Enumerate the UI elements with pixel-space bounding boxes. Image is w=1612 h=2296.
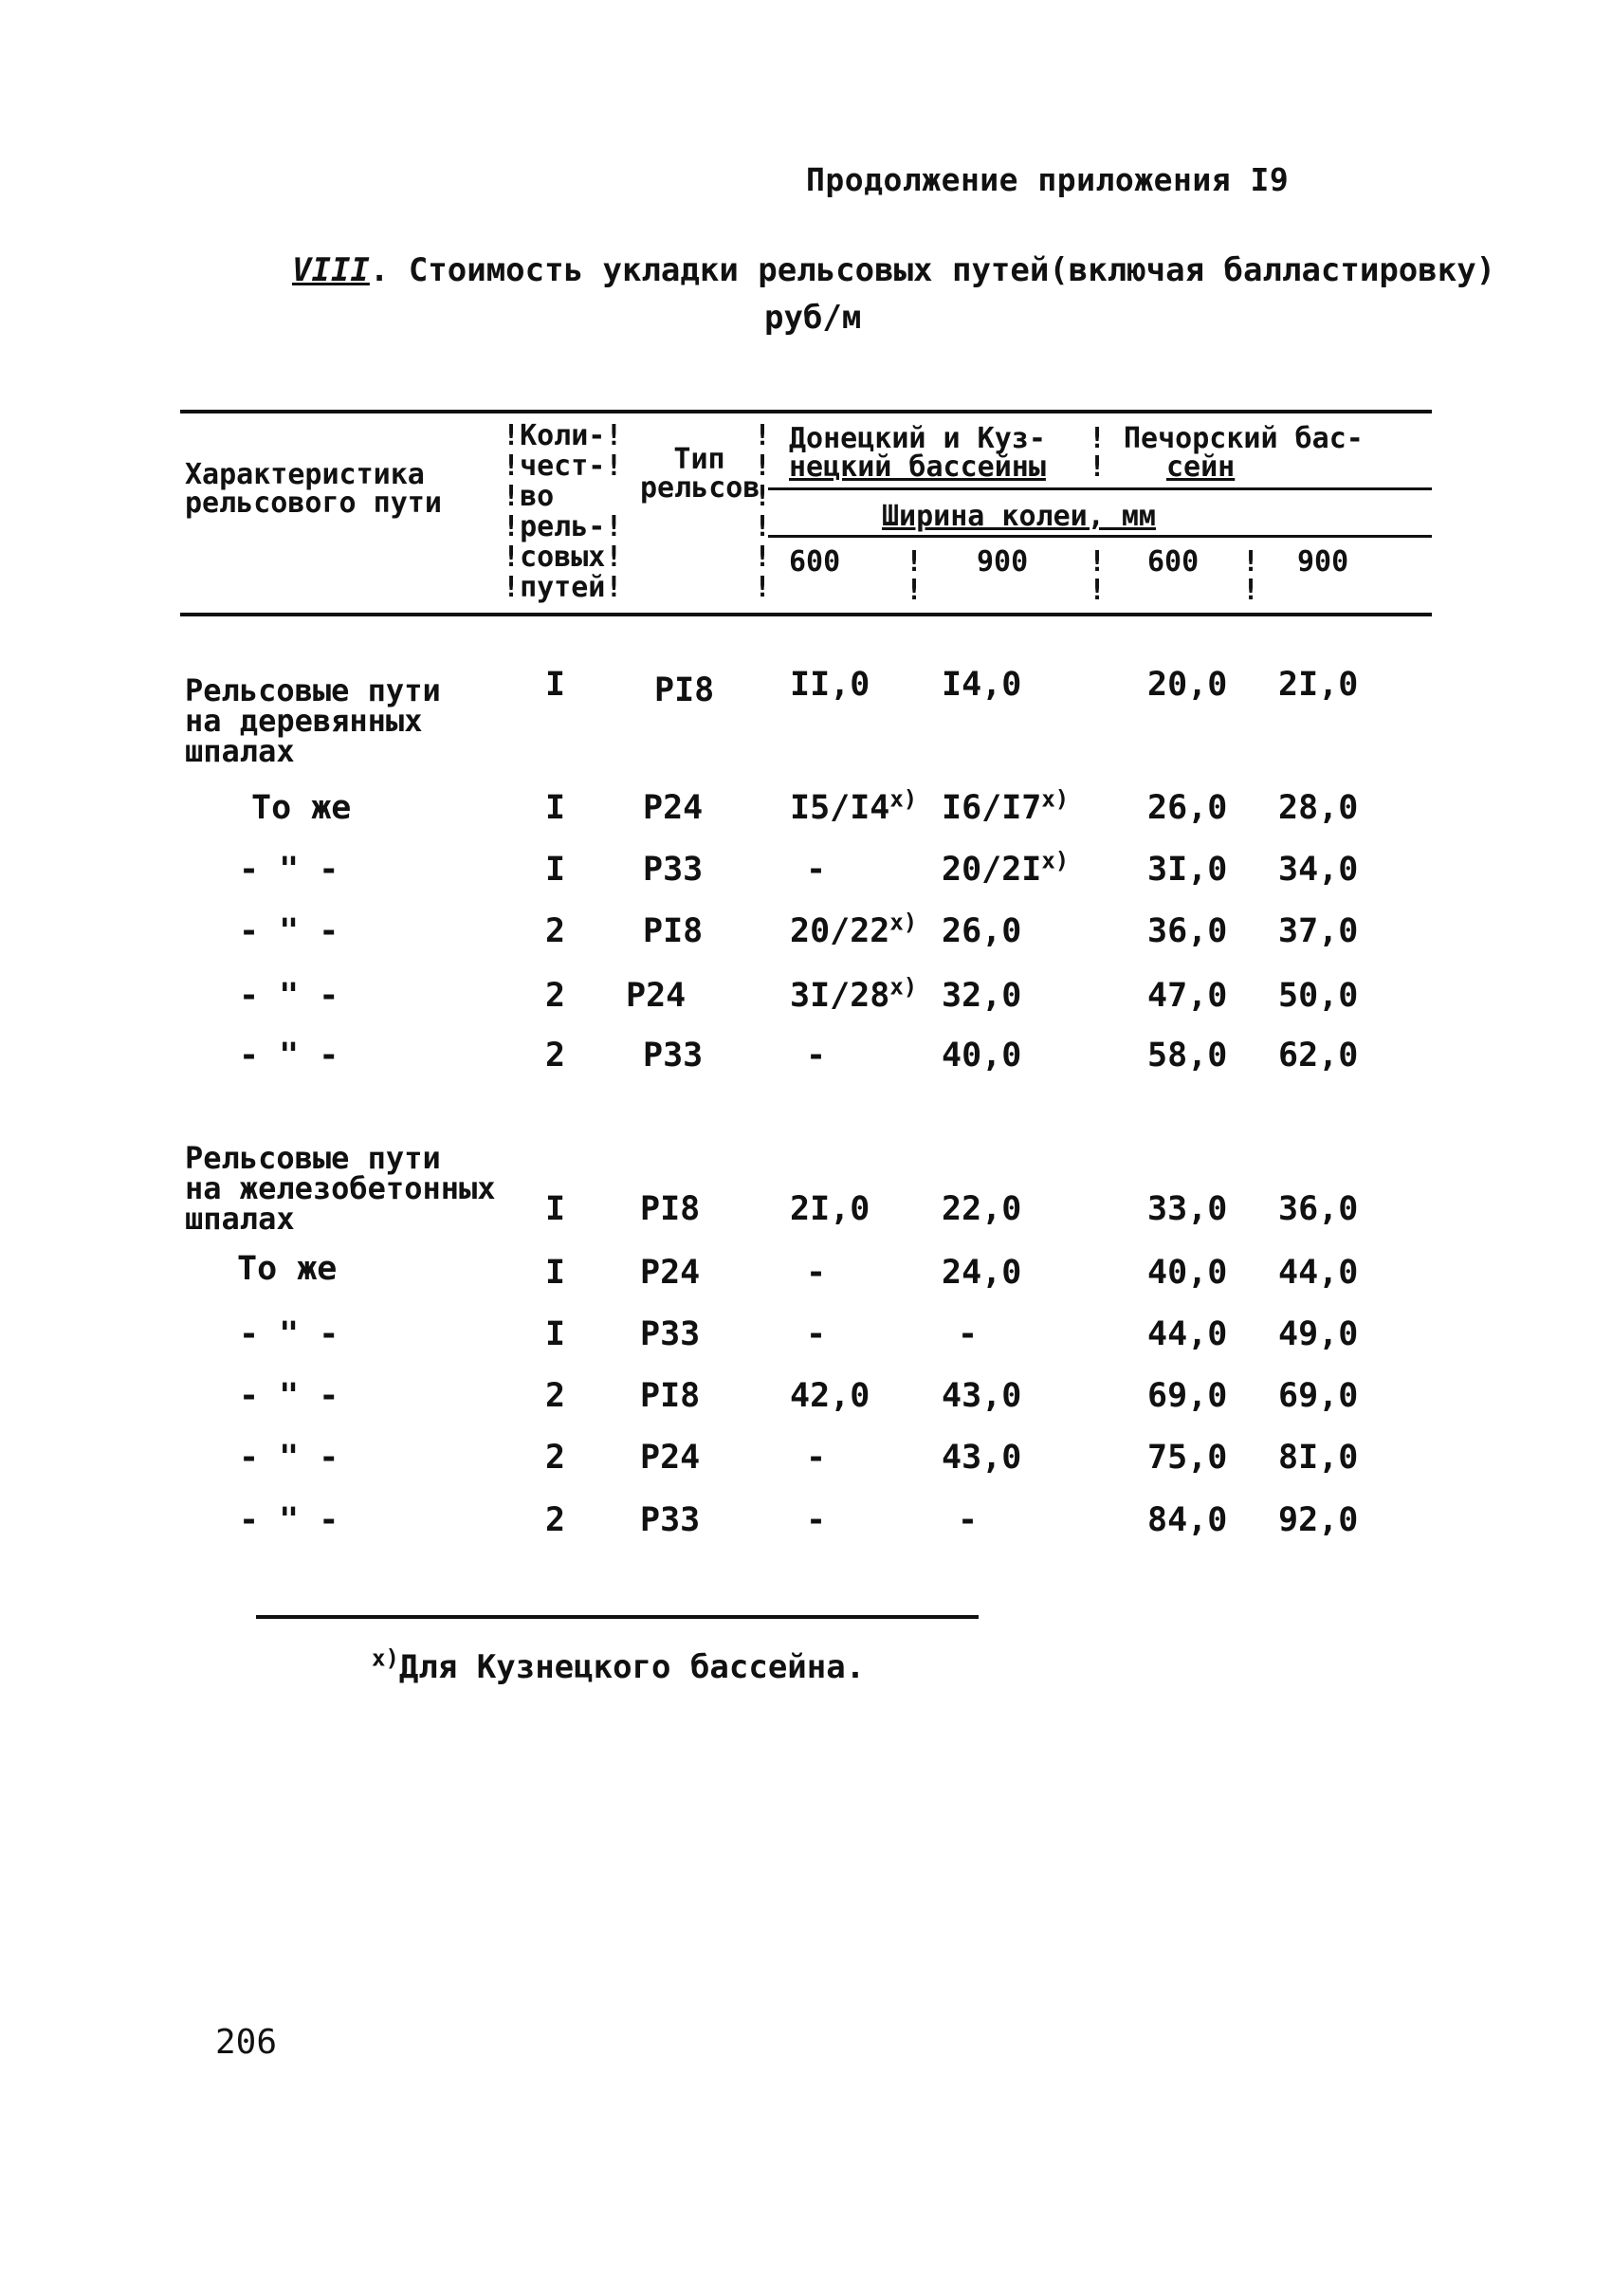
- header-pechora-line1: Печорский бас-: [1124, 422, 1364, 455]
- footnote-rule: [256, 1615, 979, 1619]
- type-cell: P33: [643, 1037, 704, 1075]
- p600-cell: 75,0: [1147, 1439, 1228, 1477]
- d900-cell: $20/2I^{x)}$: [942, 847, 1070, 889]
- header-rail-type-line2: рельсов: [640, 471, 760, 505]
- continuation-label: Продолжение приложения I9: [806, 161, 1290, 198]
- d600-cell: 20/22$^{x)}$: [790, 909, 918, 950]
- count-cell: I: [545, 1254, 566, 1292]
- header-pechora-line2: сейн: [1166, 450, 1236, 484]
- desc-cell: - " -: [239, 1501, 339, 1539]
- d900-cell: 40,0: [942, 1037, 1022, 1075]
- d900-cell: 43,0: [942, 1439, 1022, 1477]
- p600-cell: 44,0: [1147, 1315, 1228, 1353]
- desc-cell: - " -: [239, 1377, 339, 1415]
- p900-cell: 69,0: [1278, 1377, 1359, 1415]
- desc-cell: - " -: [239, 912, 339, 950]
- d900-cell: -: [958, 1501, 979, 1539]
- p600-cell: 84,0: [1147, 1501, 1228, 1539]
- gauge-top-rule: [768, 487, 1432, 490]
- d900-cell: 24,0: [942, 1254, 1022, 1292]
- header-donetsk: [789, 422, 1046, 484]
- d600-cell: -: [806, 1439, 827, 1477]
- d600-cell: II,0: [790, 666, 870, 704]
- p900-cell: 37,0: [1278, 912, 1359, 950]
- p600-cell: 58,0: [1147, 1037, 1228, 1075]
- desc-cell: То же: [251, 789, 352, 827]
- p900-cell: 2I,0: [1278, 666, 1359, 704]
- p600-cell: 69,0: [1147, 1377, 1228, 1415]
- col-separator-marks: ! !: [1089, 545, 1107, 607]
- p600-cell: 26,0: [1147, 789, 1228, 827]
- col-separator-marks: ! !: [1089, 422, 1107, 484]
- count-cell: 2: [545, 1501, 566, 1539]
- header-donetsk-line2: нецкий бассейны: [789, 450, 1046, 484]
- type-cell: P33: [640, 1501, 701, 1539]
- d900-cell: I4,0: [942, 666, 1022, 704]
- desc-cell: - " -: [239, 1037, 339, 1075]
- type-cell: P33: [643, 851, 704, 889]
- p900-cell: 62,0: [1278, 1037, 1359, 1075]
- type-cell: P24: [626, 977, 687, 1015]
- header-count-line: !чест-!: [503, 450, 623, 483]
- section-number: VIII: [292, 251, 370, 289]
- type-cell: P24: [640, 1254, 701, 1292]
- header-count-line: !совых!: [503, 541, 623, 574]
- gauge-bottom-rule: [768, 535, 1432, 538]
- p900-cell: 50,0: [1278, 977, 1359, 1015]
- d900-cell: I6/I7$^{x)}$: [942, 785, 1070, 827]
- header-gauge: Ширина колеи, мм: [882, 500, 1156, 533]
- header-gauge-900b: 900: [1297, 545, 1349, 579]
- desc-cell: - " -: [239, 1315, 339, 1353]
- header-characteristic-line1: Характеристика: [185, 458, 425, 491]
- col-separator-marks: ! !: [906, 545, 924, 607]
- type-cell: P24: [643, 789, 704, 827]
- header-count-line: !во: [503, 480, 555, 513]
- type-cell: PI8: [654, 671, 715, 709]
- d600-cell: 2I,0: [790, 1190, 870, 1228]
- count-cell: 2: [545, 1377, 566, 1415]
- d600-cell: -: [806, 851, 827, 889]
- count-cell: I: [545, 789, 566, 827]
- count-cell: I: [545, 666, 566, 704]
- d600-cell: -: [806, 1037, 827, 1075]
- d600-cell: -: [806, 1254, 827, 1292]
- d600-cell: -: [806, 1315, 827, 1353]
- p900-cell: 49,0: [1278, 1315, 1359, 1353]
- p600-cell: 36,0: [1147, 912, 1228, 950]
- d600-cell: -: [806, 1501, 827, 1539]
- type-cell: P24: [640, 1439, 701, 1477]
- count-cell: 2: [545, 912, 566, 950]
- p600-cell: 3I,0: [1147, 851, 1228, 889]
- p600-cell: 33,0: [1147, 1190, 1228, 1228]
- p900-cell: 36,0: [1278, 1190, 1359, 1228]
- p600-cell: 20,0: [1147, 666, 1228, 704]
- type-cell: P33: [640, 1315, 701, 1353]
- header-characteristic: [185, 458, 442, 520]
- type-cell: PI8: [643, 912, 704, 950]
- desc-cell: - " -: [239, 851, 339, 889]
- section-label: Рельсовые пути на деревянных шпалах: [185, 672, 441, 769]
- header-pechora: [1124, 422, 1364, 484]
- header-count-line: !Коли-!: [503, 419, 623, 452]
- table-top-rule: [180, 410, 1432, 413]
- p900-cell: 28,0: [1278, 789, 1359, 827]
- header-rail-type-line1: Тип: [673, 443, 725, 476]
- desc-cell: То же: [237, 1250, 338, 1288]
- d900-cell: 43,0: [942, 1377, 1022, 1415]
- section-label: Рельсовые пути на железобетонных шпалах: [185, 1140, 496, 1237]
- col-separator-marks: ! ! ! ! ! !: [754, 419, 772, 604]
- count-cell: I: [545, 1190, 566, 1228]
- d900-cell: 32,0: [942, 977, 1022, 1015]
- header-gauge-900a: 900: [977, 545, 1029, 579]
- count-cell: 2: [545, 1439, 566, 1477]
- header-rail-type: [640, 443, 760, 505]
- header-gauge-600a: 600: [789, 545, 841, 579]
- p900-cell: 92,0: [1278, 1501, 1359, 1539]
- header-characteristic-line2: рельсового пути: [185, 487, 442, 520]
- table-header-rule: [180, 613, 1432, 616]
- count-cell: I: [545, 1315, 566, 1353]
- desc-cell: - " -: [239, 1439, 339, 1477]
- type-cell: PI8: [640, 1377, 701, 1415]
- p600-cell: 47,0: [1147, 977, 1228, 1015]
- d900-cell: 22,0: [942, 1190, 1022, 1228]
- footnote: $^{x)}$Для Кузнецкого бассейна.: [372, 1644, 866, 1686]
- p900-cell: 34,0: [1278, 851, 1359, 889]
- header-count-line: !путей!: [503, 571, 623, 604]
- col-separator-marks: ! !: [1242, 545, 1260, 607]
- p900-cell: 8I,0: [1278, 1439, 1359, 1477]
- table-unit: руб/м: [764, 299, 862, 337]
- d600-cell: I5/I4$^{x)}$: [790, 785, 918, 827]
- count-cell: 2: [545, 1037, 566, 1075]
- header-count-line: !рель-!: [503, 510, 623, 543]
- p600-cell: 40,0: [1147, 1254, 1228, 1292]
- d900-cell: -: [958, 1315, 979, 1353]
- page-number: 206: [215, 2023, 278, 2062]
- d600-cell: 42,0: [790, 1377, 870, 1415]
- header-gauge-600b: 600: [1147, 545, 1200, 579]
- type-cell: PI8: [640, 1190, 701, 1228]
- d600-cell: 3I/28$^{x)}$: [790, 973, 918, 1015]
- p900-cell: 44,0: [1278, 1254, 1359, 1292]
- desc-cell: - " -: [239, 977, 339, 1015]
- header-count: [503, 421, 622, 603]
- count-cell: I: [545, 851, 566, 889]
- table-title: [292, 251, 1495, 289]
- count-cell: 2: [545, 977, 566, 1015]
- d900-cell: 26,0: [942, 912, 1022, 950]
- header-donetsk-line1: Донецкий и Куз-: [789, 422, 1046, 455]
- title-text: . Стоимость укладки рельсовых путей(включая балластировку): [369, 251, 1496, 289]
